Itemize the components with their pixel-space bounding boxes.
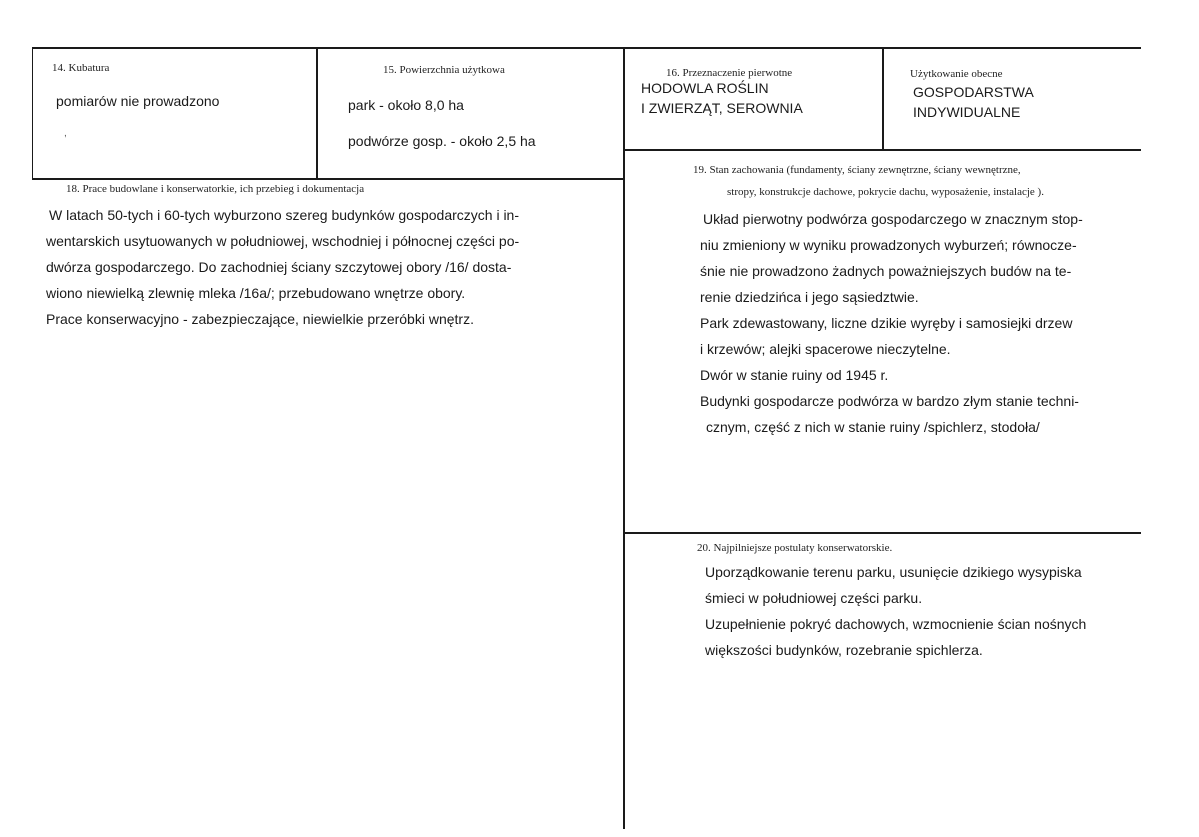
field-16-line1: HODOWLA ROŚLIN — [641, 80, 769, 96]
text-line: Uporządkowanie terenu parku, usunięcie dzikiego wysypiska — [705, 564, 1082, 580]
text-line: Uzupełnienie pokryć dachowych, wzmocnienie ścian nośnych — [705, 616, 1087, 632]
text-line: W latach 50-tych i 60-tych wyburzono szereg budynków gospodarczych i in- — [49, 207, 519, 223]
text-line: Dwór w stanie ruiny od 1945 r. — [700, 367, 889, 383]
field-19-text — [700, 206, 1083, 440]
text-line: niu zmieniony w wyniku prowadzonych wyburzeń; równocze- — [700, 237, 1077, 253]
text-line: wentarskich usytuowanych w południowej, wschodniej i północnej części po- — [46, 233, 520, 249]
field-15-line1: park - około 8,0 ha — [348, 97, 464, 113]
text-line: Budynki gospodarcze podwórza w bardzo złym stanie techni- — [700, 393, 1079, 409]
field-14-mark: , — [64, 128, 67, 139]
field-15-line2: podwórze gosp. - około 2,5 ha — [348, 133, 536, 149]
field-20-text — [705, 559, 1086, 663]
text-line: Park zdewastowany, liczne dzikie wyręby i samosiejki drzew — [700, 315, 1073, 331]
column-divider-14-15 — [316, 47, 318, 179]
text-line: cznym, część z nich w stanie ruiny /spichlerz, stodoła/ — [706, 419, 1040, 435]
field-14-value: pomiarów nie prowadzono — [56, 93, 220, 109]
text-line: śnie nie prowadzono żadnych poważniejszych budów na te- — [700, 263, 1072, 279]
left-edge-line — [32, 47, 33, 179]
field-16-label: 16. Przeznaczenie pierwotne — [666, 67, 793, 79]
text-line: i krzewów; alejki spacerowe nieczytelne. — [700, 341, 951, 357]
column-divider-main — [623, 47, 625, 829]
field-17-line2: INDYWIDUALNE — [913, 104, 1021, 120]
field-14-label: 14. Kubatura — [52, 62, 110, 74]
field-17-line1: GOSPODARSTWA — [913, 84, 1034, 100]
row-divider-left — [32, 178, 625, 180]
field-15-label: 15. Powierzchnia użytkowa — [383, 64, 505, 76]
text-line: śmieci w południowej części parku. — [705, 590, 923, 606]
text-line: Prace konserwacyjno - zabezpieczające, niewielkie przeróbki wnętrz. — [46, 311, 474, 327]
text-line: większości budynków, rozebranie spichlerza. — [705, 642, 983, 658]
field-16-line2: I ZWIERZĄT, SEROWNIA — [641, 100, 803, 116]
field-18-label: 18. Prace budowlane i konserwatorkie, ich przebieg i dokumentacja — [66, 183, 365, 195]
text-line: Układ pierwotny podwórza gospodarczego w znacznym stop- — [703, 211, 1083, 227]
text-line: dwórza gospodarczego. Do zachodniej ściany szczytowej obory /16/ dosta- — [46, 259, 512, 275]
text-line: wiono niewielką zlewnię mleka /16a/; przebudowano wnętrze obory. — [46, 285, 466, 301]
field-19-label-line1: 19. Stan zachowania (fundamenty, ściany zewnętrzne, ściany wewnętrzne, — [693, 164, 1021, 176]
text-line: renie dziedzińca i jego sąsiedztwie. — [700, 289, 919, 305]
column-divider-16-17 — [882, 47, 884, 150]
field-20-label: 20. Najpilniejsze postulaty konserwatorskie. — [697, 542, 893, 554]
top-border-line — [32, 47, 1141, 49]
field-18-text — [46, 202, 519, 332]
field-17-label: Użytkowanie obecne — [910, 68, 1003, 80]
section-20-divider — [625, 532, 1141, 534]
field-19-label-line2: stropy, konstrukcje dachowe, pokrycie dachu, wyposażenie, instalacje ). — [727, 186, 1044, 198]
